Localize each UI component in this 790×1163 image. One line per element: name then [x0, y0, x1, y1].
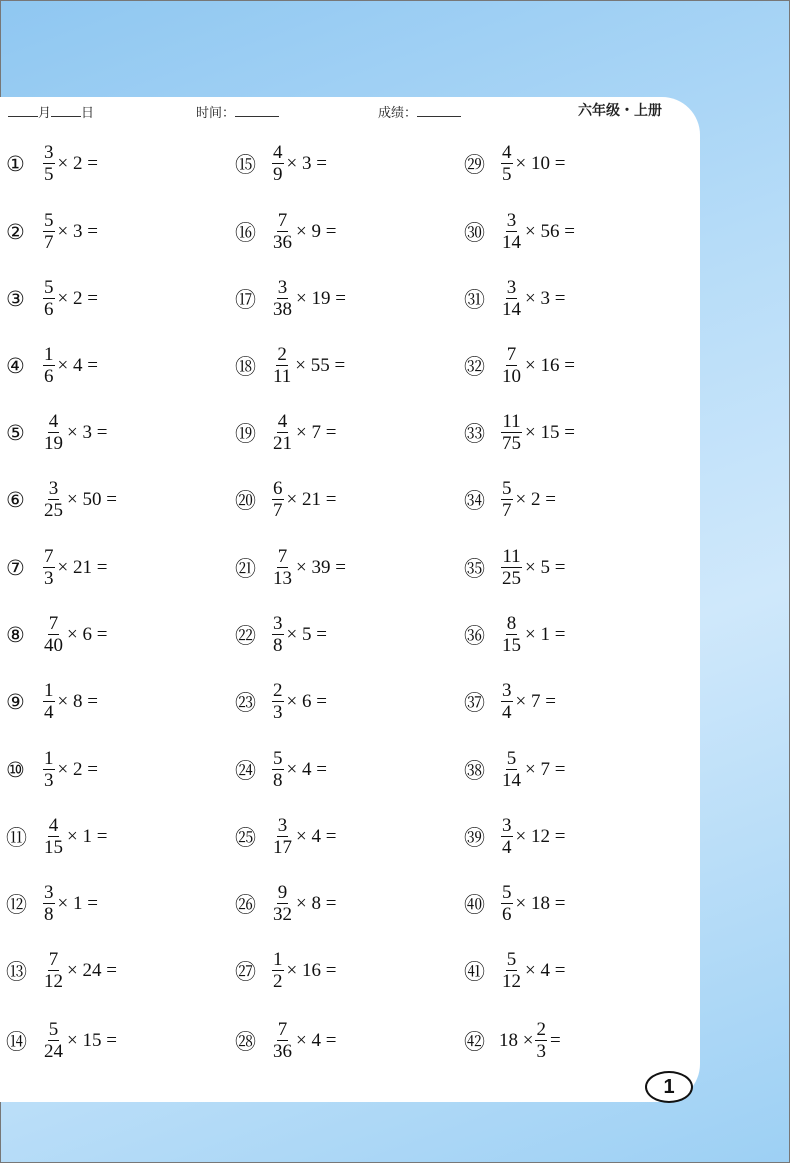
problem-item — [235, 344, 345, 387]
fraction-numerator: 3 — [277, 815, 288, 836]
problem-item — [464, 277, 565, 320]
problem-operation: × 19 = — [296, 287, 346, 309]
fraction — [501, 882, 513, 925]
fraction — [272, 277, 293, 320]
problem-number: ⑬ — [6, 959, 27, 984]
problem-item — [235, 210, 336, 253]
time-label: 时间： — [196, 106, 236, 121]
problem-item — [235, 815, 336, 858]
problem-number: ⑰ — [235, 287, 256, 312]
fraction-numerator: 3 — [502, 815, 512, 836]
fraction-numerator: 4 — [273, 142, 283, 163]
fraction-denominator: 17 — [273, 837, 292, 858]
problem-operation: × 4 = — [525, 959, 566, 981]
problem-number: ㉜ — [464, 354, 485, 379]
problem-operation: × 3 = — [57, 220, 98, 242]
fraction-numerator: 5 — [506, 748, 517, 769]
problem-number: ⑨ — [6, 689, 25, 714]
day-label: 日 — [81, 106, 95, 121]
fraction-numerator: 3 — [502, 680, 512, 701]
fraction-numerator: 5 — [273, 748, 283, 769]
fraction-denominator: 10 — [502, 366, 521, 387]
problem-number: ㉒ — [235, 623, 256, 648]
problem-number: ㊴ — [464, 825, 485, 850]
fraction-numerator: 3 — [44, 882, 54, 903]
fraction — [501, 613, 522, 656]
fraction-denominator: 36 — [273, 1041, 292, 1062]
problem-item — [6, 680, 98, 723]
problem-item — [6, 210, 98, 253]
fraction-denominator: 32 — [273, 904, 292, 925]
problem-item — [235, 613, 327, 656]
date-field — [8, 102, 94, 121]
problem-item — [235, 748, 327, 791]
problem-number: ⑫ — [6, 892, 27, 917]
fraction-numerator: 1 — [273, 949, 283, 970]
problem-operation: × 50 = — [67, 488, 117, 510]
problem-item — [235, 277, 346, 320]
problem-number: ㊶ — [464, 959, 485, 984]
problem-item — [235, 680, 327, 723]
problem-number: ㉖ — [235, 892, 256, 917]
problem-number: ㉚ — [464, 220, 485, 245]
fraction-denominator: 6 — [502, 904, 512, 925]
problem-operation: × 24 = — [67, 959, 117, 981]
fraction-denominator: 3 — [44, 568, 54, 589]
fraction — [501, 949, 522, 992]
time-field — [196, 102, 279, 121]
fraction — [43, 411, 64, 454]
fraction-denominator: 9 — [273, 164, 283, 185]
fraction — [272, 680, 284, 723]
fraction-denominator: 13 — [273, 568, 292, 589]
fraction-denominator: 14 — [502, 232, 521, 253]
fraction-numerator: 3 — [277, 277, 288, 298]
problem-operation: × 2 = — [57, 152, 98, 174]
problem-item — [6, 613, 107, 656]
problem-operation: × 7 = — [296, 421, 337, 443]
problem-operation: × 1 = — [67, 825, 108, 847]
fraction-denominator: 5 — [44, 164, 54, 185]
fraction-denominator: 19 — [44, 433, 63, 454]
problem-number: ⑤ — [6, 420, 25, 445]
fraction — [501, 546, 522, 589]
fraction-numerator: 5 — [502, 882, 512, 903]
fraction-numerator: 5 — [48, 1019, 59, 1040]
fraction-numerator: 7 — [48, 613, 59, 634]
fraction-denominator: 12 — [502, 971, 521, 992]
fraction — [43, 748, 55, 791]
problem-item — [6, 1019, 117, 1062]
problem-number: ㊵ — [464, 892, 485, 917]
problem-operation: × 1 = — [525, 623, 566, 645]
fraction — [272, 815, 293, 858]
score-blank[interactable] — [417, 106, 461, 117]
fraction-numerator: 7 — [48, 949, 59, 970]
page-number: 1 — [645, 1071, 693, 1103]
fraction — [272, 949, 284, 992]
problem-operation: × 8 = — [57, 690, 98, 712]
problem-operation: × 4 = — [57, 354, 98, 376]
problem-number: ㉓ — [235, 690, 256, 715]
fraction-numerator: 4 — [502, 142, 512, 163]
problem-operation: × 56 = — [525, 220, 575, 242]
problem-operation: × 5 = — [525, 556, 566, 578]
problem-item — [6, 344, 98, 387]
problem-operation: × 12 = — [515, 825, 566, 847]
problem-item — [6, 815, 107, 858]
fraction — [272, 546, 293, 589]
problem-operation: × 9 = — [296, 220, 337, 242]
fraction — [501, 344, 522, 387]
fraction — [43, 210, 55, 253]
fraction — [272, 210, 293, 253]
fraction — [43, 344, 55, 387]
fraction — [43, 478, 64, 521]
problem-item — [464, 949, 565, 992]
fraction-denominator: 11 — [273, 366, 292, 387]
problem-number: ㉘ — [235, 1029, 256, 1054]
problem-number: ⑮ — [235, 152, 256, 177]
problem-number: ⑦ — [6, 555, 25, 580]
fraction-numerator: 2 — [273, 680, 283, 701]
problem-number: ② — [6, 219, 25, 244]
fraction-numerator: 11 — [502, 411, 521, 432]
problem-operation: × 15 = — [525, 421, 575, 443]
problem-number: ㉑ — [235, 556, 256, 581]
fraction-denominator: 14 — [502, 299, 521, 320]
fraction-numerator: 4 — [48, 411, 59, 432]
problem-item — [464, 613, 565, 656]
problem-item — [6, 748, 98, 791]
problem-item — [235, 546, 346, 589]
fraction-numerator: 1 — [44, 748, 54, 769]
problem-operation: × 7 = — [525, 758, 566, 780]
fraction — [272, 344, 292, 387]
fraction-denominator: 4 — [44, 702, 54, 723]
fraction-numerator: 5 — [502, 478, 512, 499]
problem-operation: × 7 = — [515, 690, 556, 712]
problem-number: ㊷ — [464, 1029, 485, 1054]
problem-number: ㉝ — [464, 421, 485, 446]
fraction — [43, 1019, 64, 1062]
time-blank[interactable] — [235, 106, 279, 117]
fraction — [501, 680, 513, 723]
fraction-denominator: 40 — [44, 635, 63, 656]
fraction-numerator: 3 — [48, 478, 59, 499]
fraction — [272, 613, 284, 656]
fraction-numerator: 4 — [48, 815, 59, 836]
problem-item — [6, 882, 98, 925]
fraction-numerator: 5 — [44, 210, 54, 231]
fraction-denominator: 75 — [502, 433, 521, 454]
problem-multiplier: 18 × — [499, 1029, 534, 1051]
problem-item — [6, 277, 98, 320]
problem-number: ㉛ — [464, 287, 485, 312]
fraction-denominator: 14 — [502, 770, 521, 791]
fraction-numerator: 4 — [277, 411, 288, 432]
fraction — [501, 815, 513, 858]
fraction-denominator: 6 — [44, 299, 54, 320]
problem-item — [464, 1019, 561, 1062]
problem-operation: = — [549, 1029, 561, 1051]
problem-number: ㉞ — [464, 488, 485, 513]
fraction-numerator: 7 — [277, 546, 288, 567]
month-label: 月 — [38, 106, 52, 121]
fraction-numerator: 2 — [536, 1019, 546, 1040]
fraction — [43, 613, 64, 656]
problem-item — [464, 882, 565, 925]
problem-operation: × 21 = — [57, 556, 108, 578]
fraction-numerator: 1 — [44, 680, 54, 701]
fraction-denominator: 8 — [273, 770, 283, 791]
fraction-denominator: 12 — [44, 971, 63, 992]
fraction-denominator: 7 — [502, 500, 512, 521]
fraction-numerator: 3 — [273, 613, 283, 634]
problem-item — [6, 478, 117, 521]
problem-number: ㉕ — [235, 825, 256, 850]
problem-operation: × 16 = — [525, 354, 575, 376]
fraction-numerator: 11 — [502, 546, 521, 567]
fraction-numerator: 5 — [44, 277, 54, 298]
problem-number: ④ — [6, 353, 25, 378]
problem-operation: × 16 = — [286, 959, 337, 981]
problem-item — [235, 1019, 336, 1062]
fraction-denominator: 38 — [273, 299, 292, 320]
problem-item — [235, 478, 336, 521]
fraction — [43, 546, 55, 589]
problem-operation: × 4 = — [296, 825, 337, 847]
fraction-denominator: 3 — [44, 770, 54, 791]
fraction-numerator: 8 — [506, 613, 517, 634]
fraction-denominator: 8 — [44, 904, 54, 925]
problem-operation: × 3 = — [67, 421, 108, 443]
problem-operation: × 3 = — [286, 152, 327, 174]
problem-item — [6, 142, 98, 185]
problem-operation: × 6 = — [67, 623, 108, 645]
problem-operation: × 2 = — [57, 287, 98, 309]
problem-item — [464, 411, 575, 454]
month-blank[interactable] — [8, 106, 38, 117]
problem-number: ⑱ — [235, 354, 256, 379]
problem-number: ⑯ — [235, 220, 256, 245]
problem-operation: × 2 = — [57, 758, 98, 780]
problem-item — [235, 949, 336, 992]
fraction-numerator: 1 — [44, 344, 54, 365]
problem-item — [235, 142, 327, 185]
fraction-numerator: 7 — [277, 1019, 288, 1040]
fraction — [501, 277, 522, 320]
problem-operation: × 6 = — [286, 690, 327, 712]
problem-operation: × 8 = — [296, 892, 337, 914]
fraction-denominator: 15 — [44, 837, 63, 858]
day-blank[interactable] — [51, 106, 81, 117]
fraction — [43, 680, 55, 723]
fraction-numerator: 2 — [277, 344, 287, 365]
problem-item — [464, 546, 565, 589]
problem-operation: × 10 = — [515, 152, 566, 174]
fraction-denominator: 6 — [44, 366, 54, 387]
fraction — [272, 748, 284, 791]
fraction-numerator: 3 — [44, 142, 54, 163]
fraction-denominator: 15 — [502, 635, 521, 656]
problem-operation: × 1 = — [57, 892, 98, 914]
fraction-denominator: 7 — [273, 500, 283, 521]
problem-operation: × 5 = — [286, 623, 327, 645]
fraction-denominator: 4 — [502, 837, 512, 858]
problem-item — [464, 680, 556, 723]
fraction-numerator: 6 — [273, 478, 283, 499]
fraction-denominator: 4 — [502, 702, 512, 723]
problem-item — [464, 142, 565, 185]
fraction-denominator: 2 — [273, 971, 283, 992]
fraction-numerator: 9 — [277, 882, 288, 903]
problem-item — [6, 949, 117, 992]
fraction-denominator: 21 — [273, 433, 292, 454]
fraction-numerator: 7 — [44, 546, 54, 567]
fraction — [43, 815, 64, 858]
fraction — [501, 748, 522, 791]
fraction-denominator: 24 — [44, 1041, 63, 1062]
fraction — [43, 277, 55, 320]
fraction-denominator: 5 — [502, 164, 512, 185]
problem-number: ㉙ — [464, 152, 485, 177]
problem-item — [6, 411, 107, 454]
fraction-denominator: 3 — [273, 702, 283, 723]
problem-operation: × 3 = — [525, 287, 566, 309]
fraction — [272, 411, 293, 454]
fraction — [501, 478, 513, 521]
problem-number: ㊲ — [464, 690, 485, 715]
fraction — [43, 142, 55, 185]
fraction-denominator: 3 — [536, 1041, 546, 1062]
problem-number: ㊱ — [464, 623, 485, 648]
problem-number: ㉔ — [235, 758, 256, 783]
fraction-numerator: 7 — [277, 210, 288, 231]
fraction-denominator: 7 — [44, 232, 54, 253]
fraction-denominator: 36 — [273, 232, 292, 253]
problem-operation: × 15 = — [67, 1029, 117, 1051]
problem-number: ⑭ — [6, 1029, 27, 1054]
problem-item — [6, 546, 107, 589]
fraction-numerator: 7 — [506, 344, 517, 365]
fraction-numerator: 3 — [506, 277, 517, 298]
problem-operation: × 2 = — [515, 488, 556, 510]
problem-number: ㉗ — [235, 959, 256, 984]
problem-number: ⑥ — [6, 487, 25, 512]
problem-number: ⑩ — [6, 757, 25, 782]
problem-item — [464, 478, 556, 521]
problem-operation: × 21 = — [286, 488, 337, 510]
problem-item — [235, 411, 336, 454]
problem-operation: × 39 = — [296, 556, 346, 578]
problem-operation: × 4 = — [286, 758, 327, 780]
problem-number: ㉟ — [464, 556, 485, 581]
fraction — [43, 949, 64, 992]
fraction-denominator: 25 — [502, 568, 521, 589]
problem-operation: × 4 = — [296, 1029, 337, 1051]
fraction — [501, 411, 522, 454]
problem-operation: × 55 = — [295, 354, 346, 376]
fraction — [272, 478, 284, 521]
problem-number: ⑲ — [235, 421, 256, 446]
problem-number: ⑪ — [6, 825, 27, 850]
score-field — [378, 102, 461, 121]
problem-item — [235, 882, 336, 925]
fraction — [501, 210, 522, 253]
fraction — [501, 142, 513, 185]
problem-item — [464, 815, 565, 858]
fraction — [272, 1019, 293, 1062]
grade-label: 六年级・上册 — [578, 103, 662, 119]
fraction-denominator: 25 — [44, 500, 63, 521]
fraction-denominator: 8 — [273, 635, 283, 656]
fraction — [272, 142, 284, 185]
problem-item — [464, 748, 565, 791]
fraction-numerator: 3 — [506, 210, 517, 231]
problem-number: ③ — [6, 286, 25, 311]
problem-operation: × 18 = — [515, 892, 566, 914]
fraction-numerator: 5 — [506, 949, 517, 970]
problem-number: ⑧ — [6, 622, 25, 647]
problem-item — [464, 210, 575, 253]
fraction — [535, 1019, 547, 1062]
problem-number: ① — [6, 151, 25, 176]
fraction — [43, 882, 55, 925]
problem-item — [464, 344, 575, 387]
fraction — [272, 882, 293, 925]
problem-number: ㊳ — [464, 758, 485, 783]
score-label: 成绩： — [378, 106, 418, 121]
problem-number: ⑳ — [235, 488, 256, 513]
